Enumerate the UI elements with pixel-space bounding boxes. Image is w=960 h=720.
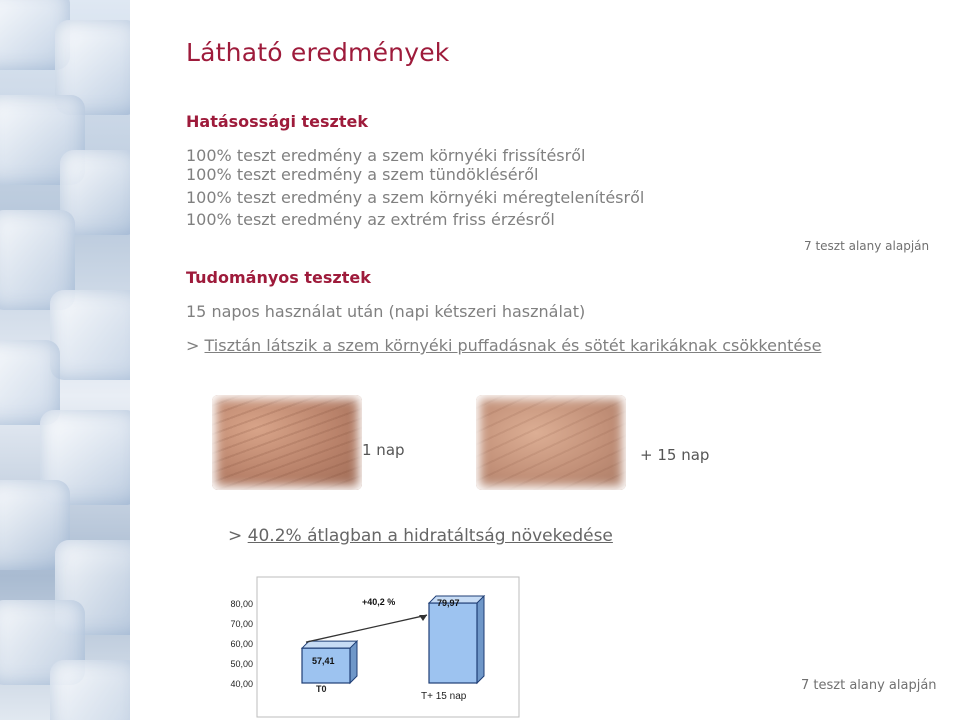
bar-value-label: 79,97 [437,598,460,609]
y-tick-label: 80,00 [230,599,253,609]
scientific-line-2 [186,336,821,355]
section-heading-efficacy: Hatásossági tesztek [186,112,368,131]
caption-day15: + 15 nap [640,446,710,464]
footer-sample-note: 7 teszt alany alapján [801,678,937,693]
skin-photo-day1 [212,395,362,490]
efficacy-line-3: 100% teszt eredmény a szem környéki méregtelenítésről [186,188,645,207]
y-tick-label: 60,00 [230,639,253,649]
x-tick-label: T+ 15 nap [421,691,467,702]
scientific-result-link[interactable]: Tisztán látszik a szem környéki puffadásnak és sötét karikáknak csökkentése [204,336,822,355]
y-tick-label: 70,00 [230,619,253,629]
scientific-line-1: 15 napos használat után (napi kétszeri használat) [186,302,586,321]
scientific-line-2-prefix: > [186,336,205,355]
efficacy-line-1: 100% teszt eredmény a szem környéki frissítésről [186,146,586,165]
hydration-bar-chart [222,575,522,720]
bar-top [302,641,357,648]
growth-annotation: +40,2 % [362,597,396,607]
bar-value-label: 57,41 [312,656,335,667]
hydration-prefix: > [228,526,248,546]
efficacy-line-4: 100% teszt eredmény az extrém friss érzésről [186,210,555,229]
y-tick-label: 40,00 [230,679,253,689]
bar [429,603,477,683]
section-heading-scientific: Tudományos tesztek [186,268,371,287]
sample-note: 7 teszt alany alapján [804,239,930,253]
x-tick-label: T0 [316,684,327,694]
ice-cubes-background [0,0,130,720]
hydration-line [228,527,613,546]
bar-side [477,596,484,683]
hydration-result[interactable]: 40.2% átlagban a hidratáltság növekedése [247,526,613,546]
caption-day1: 1 nap [362,441,405,459]
efficacy-line-2: 100% teszt eredmény a szem tündökléséről [186,165,539,184]
skin-photo-day15 [476,395,626,490]
y-tick-label: 50,00 [230,659,253,669]
page-title: Látható eredmények [186,38,450,67]
bar-side [350,641,357,683]
